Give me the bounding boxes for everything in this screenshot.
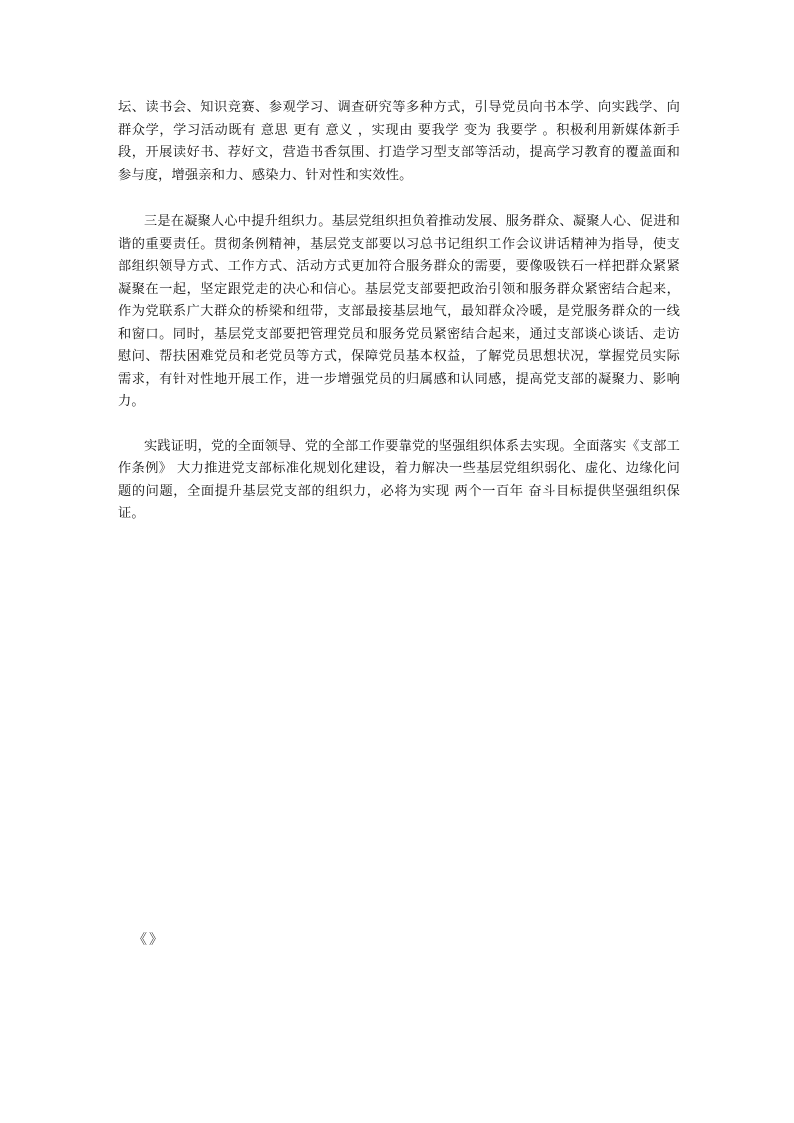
- paragraph-study-activities: 坛、读书会、知识竞赛、参观学习、调查研究等多种方式，引导党员向书本学、向实践学、向群众学，学习活动既有 意思 更有 意义 ，实现由 要我学 变为 我要学 。积极利用新媒体新手段，开展读好书、荐好文，营造书香氛围、打造学习型支部等活动，提高学习教育的覆盖面和参与度，增强亲和力、感染力、针对性和实效性。: [118, 100, 680, 183]
- paragraph-conclusion: 实践证明，党的全面领导、党的全部工作要靠党的坚强组织体系去实现。全面落实《支部工作条例》 大力推进党支部标准化规划化建设，着力解决一些基层党组织弱化、虚化、边缘化问题的问题，全面提升基层党支部的组织力，必将为实现 两个一百年 奋斗目标提供坚强组织保证。: [118, 438, 680, 521]
- paragraph-cohesion: 三是在凝聚人心中提升组织力。基层党组织担负着推动发展、服务群众、凝聚人心、促进和谐的重要责任。贯彻条例精神，基层党支部要以习总书记组织工作会议讲话精神为指导，使支部组织领导方式、工作方式、活动方式更加符合服务群众的需要，要像吸铁石一样把群众紧紧凝聚在一起，坚定跟党走的决心和信心。基层党支部要把政治引领和服务群众紧密结合起来，作为党联系广大群众的桥梁和纽带，支部最接基层地气，最知群众冷暖，是党服务群众的一线和窗口。同时，基层党支部要把管理党员和服务党员紧密结合起来，通过支部谈心谈话、走访慰问、帮扶困难党员和老党员等方式，保障党员基本权益，了解党员思想状况，掌握党员实际需求，有针对性地开展工作，进一步增强党员的归属感和认同感，提高党支部的凝聚力、影响力。: [118, 214, 680, 409]
- footer-bracket-mark: 《》: [133, 932, 165, 948]
- document-body: [118, 97, 680, 526]
